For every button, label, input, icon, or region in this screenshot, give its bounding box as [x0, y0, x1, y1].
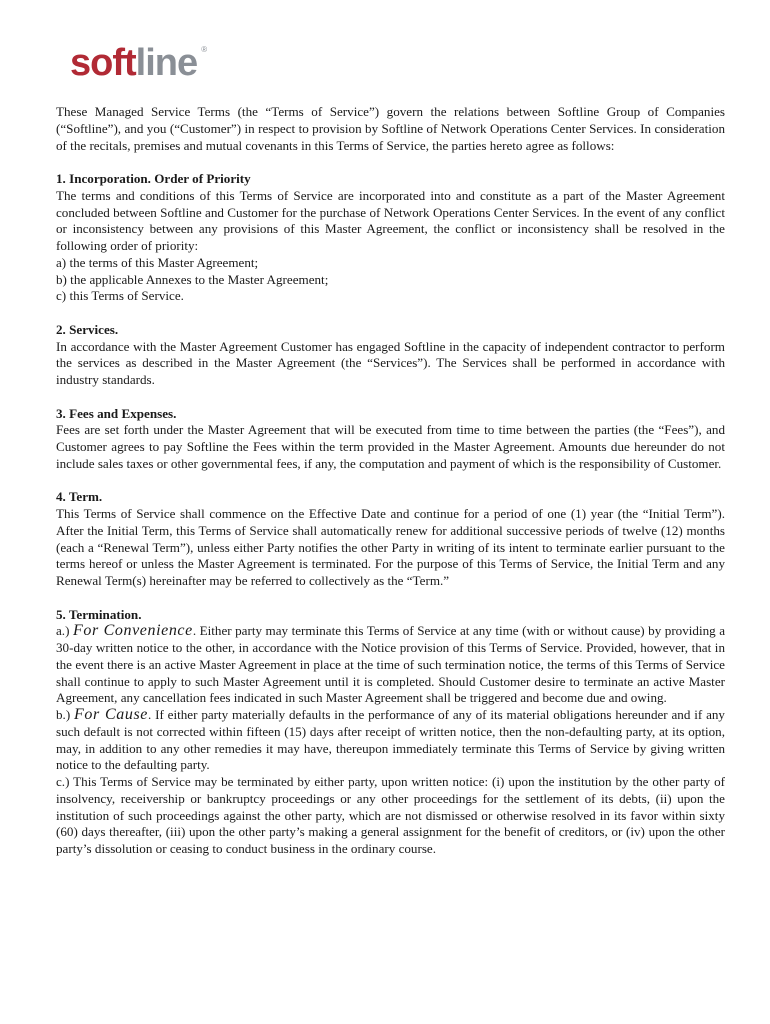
- section-text: This Terms of Service shall commence on the Effective Date and continue for a period of one (1) year (the “Initial Term”). After the Initial Term, this Terms of Service shall automatically renew for additional successive periods of twelve (12) months (each a “Renewal Term”), unless either Party notifies the other Party in writing of its intent to terminate earlier pursuant to the terms hereof or unless the Master Agreement is terminated. For the purpose of this Terms of Service, the Initial Term and any Renewal Term(s) hereinafter may be referred to collectively as the “Term.”: [56, 506, 725, 588]
- termination-clause-c: c.) This Terms of Service may be terminated by either party, upon written notice: (i) upon the institution by the other party of insolvency, receivership or bankruptcy proceedings or any other proceedings for the settlement of its debts, (ii) upon the institution of such proceedings against the other party, which are not dismissed or otherwise resolved in its favor within sixty (60) days thereafter, (iii) upon the other party’s making a general assignment for the benefit of creditors, or (iv) upon the other party’s dissolution or ceasing to conduct business in the ordinary course.: [56, 774, 725, 856]
- termination-clause-a: a.) For Convenience. Either party may terminate this Terms of Service at any time (with or without cause) by providing a 30-day written notice to the other, in accordance with the Notice provision of this Terms of Service. Provided, however, that in the event there is an active Master Agreement in place at the time of such termination notice, the terms of this Terms of Service shall continue to apply to such Master Agreement until it is completed. Should Customer desire to terminate an active Master Agreement, any cancellation fees indicated in such Master Agreement shall be triggered and become due and owing.: [56, 622, 726, 706]
- section-text: In accordance with the Master Agreement Customer has engaged Softline in the capacity of independent contractor to perform the services as described in the Master Agreement (the “Services”). The Services shall be performed in accordance with industry standards.: [56, 338, 725, 387]
- terms-body: [56, 104, 725, 858]
- section-heading: 2. Services.: [56, 321, 119, 337]
- section-text: Fees are set forth under the Master Agreement that will be executed from time to time between the parties (the “Fees”), and Customer agrees to pay Softline the Fees within the term provided in the Master Agreement. Amounts due hereunder do not include sales taxes or other governmental fees, if any, the computation and payment of which is the responsibility of Customer.: [56, 422, 725, 471]
- priority-item: c) this Terms of Service.: [56, 288, 184, 304]
- priority-item: b) the applicable Annexes to the Master Agreement;: [56, 271, 329, 287]
- section-text: The terms and conditions of this Terms of Service are incorporated into and constitute as a part of the Master Agreement concluded between Softline and Customer for the purchase of Network Operations Center Services. In the event of any conflict or inconsistency between any provisions of this Master Agreement, the conflict or inconsistency shall be resolved in the following order of priority:: [56, 187, 725, 253]
- section-heading: 4. Term.: [56, 489, 103, 505]
- termination-clause-b: b.) For Cause. If either party materially defaults in the performance of any of its material obligations hereunder and if any such default is not corrected within fifteen (15) days after receipt of written notice, then the non-defaulting party, at its option, may, in addition to any other remedies it may have, thereupon immediately terminate this Terms of Service by giving written notice to the defaulting party.: [56, 706, 725, 773]
- clause-title: For Convenience: [72, 622, 193, 640]
- intro-paragraph: These Managed Service Terms (the “Terms of Service”) govern the relations between Softline Group of Companies (“Softline”), and you (“Customer”) in respect to provision by Softline of Network Operations Center Services. In consideration of the recitals, premises and mutual covenants in this Terms of Service, the parties hereto agree as follows:: [56, 104, 725, 153]
- section-heading: 3. Fees and Expenses.: [56, 405, 177, 421]
- priority-item: a) the terms of this Master Agreement;: [56, 254, 259, 270]
- section-heading: 5. Termination.: [56, 606, 142, 622]
- clause-title: For Cause: [74, 706, 148, 723]
- softline-logo: softline ®: [70, 42, 207, 84]
- section-heading: 1. Incorporation. Order of Priority: [56, 171, 251, 186]
